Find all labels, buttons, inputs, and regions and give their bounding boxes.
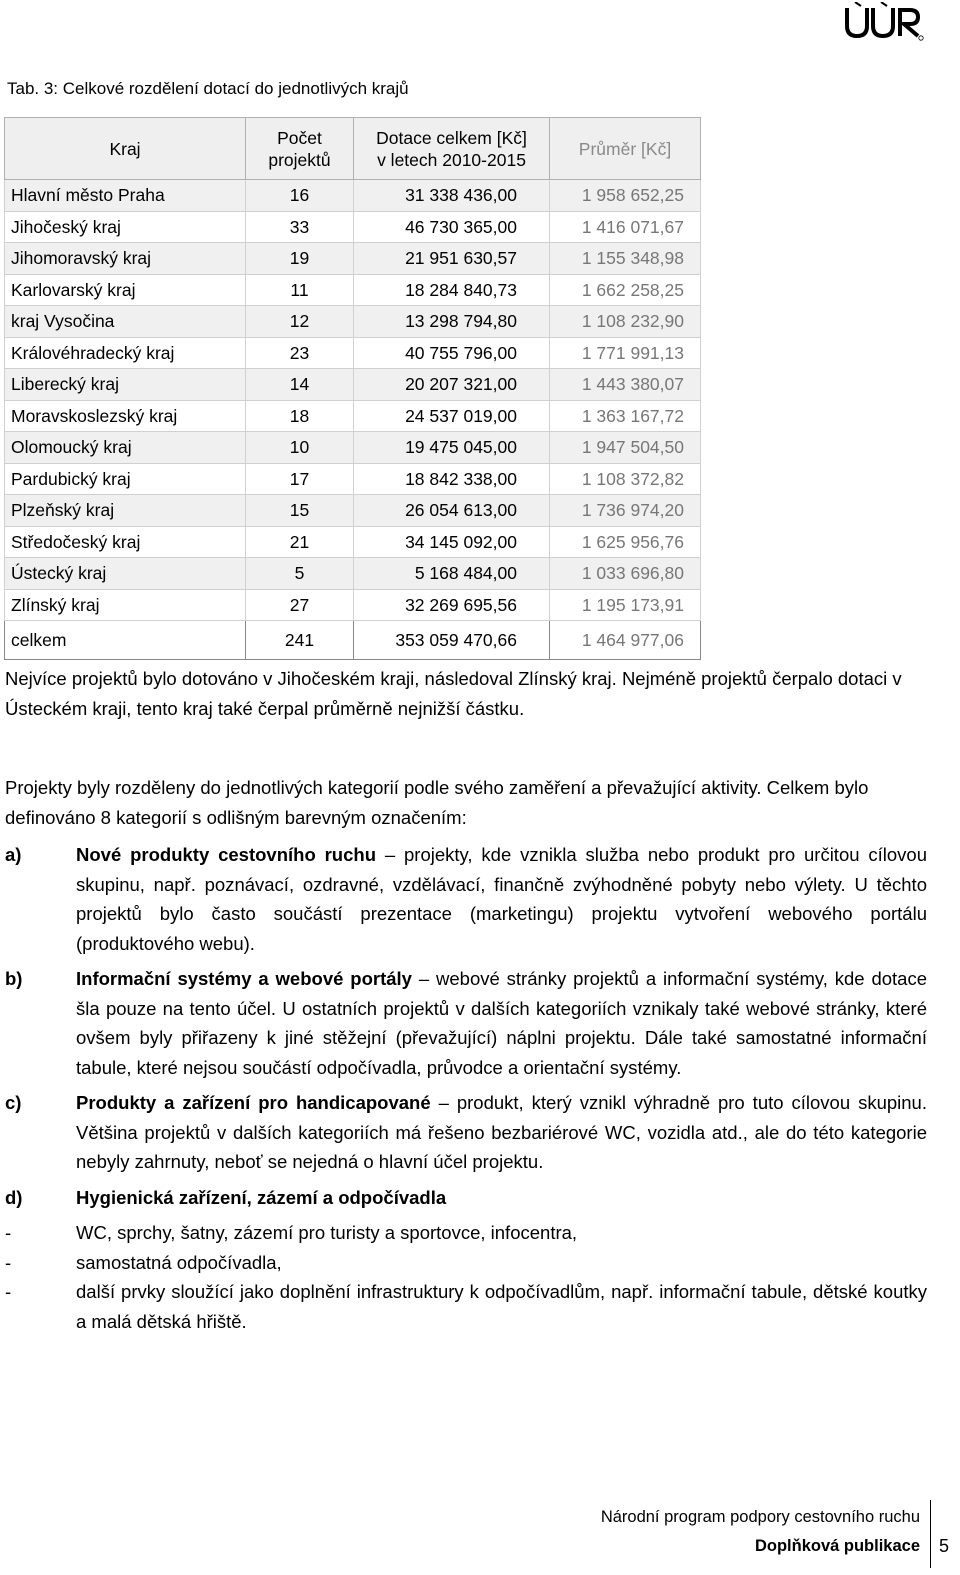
dash-marker: -	[5, 1281, 12, 1302]
table-row	[5, 306, 701, 338]
cell-average: 1 625 956,76	[550, 526, 701, 558]
cell-average: 1 771 991,13	[550, 337, 701, 369]
table-row	[5, 337, 701, 369]
header-count: Počet projektů	[246, 118, 354, 180]
category-item	[5, 1088, 927, 1177]
cell-total-region: celkem	[5, 621, 246, 660]
sub-list-text: samostatná odpočívadla,	[76, 1251, 282, 1273]
category-body	[76, 964, 927, 1082]
category-body	[76, 1088, 927, 1177]
uur-logo	[842, 2, 926, 42]
cell-average: 1 033 696,80	[550, 558, 701, 590]
cell-sum: 32 269 695,56	[354, 589, 550, 621]
category-body	[76, 1183, 927, 1213]
paragraph-categories-intro: Projekty byly rozděleny do jednotlivých kategorií podle svého zaměření a převažující aktivity. Celkem bylo definováno 8 kategorií s odlišným barevným označením:	[5, 777, 869, 828]
cell-region: Hlavní město Praha	[5, 180, 246, 212]
page-number: 5	[939, 1536, 950, 1556]
table-row	[5, 495, 701, 527]
dash-marker: -	[5, 1251, 12, 1273]
cell-count: 14	[246, 369, 354, 401]
cell-average: 1 108 232,90	[550, 306, 701, 338]
table-row	[5, 180, 701, 212]
table-row	[5, 211, 701, 243]
sub-list-item	[5, 1277, 927, 1336]
category-title: Nové produkty cestovního ruchu	[76, 844, 376, 865]
category-title: Informační systémy a webové portály	[76, 968, 412, 989]
cell-sum: 19 475 045,00	[354, 432, 550, 464]
header-average: Průměr [Kč]	[550, 118, 701, 180]
header-sum: Dotace celkem [Kč] v letech 2010-2015	[354, 118, 550, 180]
sub-list-text: další prvky sloužící jako doplnění infrastruktury k odpočívadlům, např. informační tabule, dětské koutky a malá dětská hřiště.	[76, 1281, 927, 1332]
table-row	[5, 526, 701, 558]
cell-region: Ústecký kraj	[5, 558, 246, 590]
category-item	[5, 840, 927, 958]
cell-count: 23	[246, 337, 354, 369]
cell-average: 1 155 348,98	[550, 243, 701, 275]
cell-sum: 31 338 436,00	[354, 180, 550, 212]
cell-count: 12	[246, 306, 354, 338]
cell-average: 1 195 173,91	[550, 589, 701, 621]
cell-average: 1 443 380,07	[550, 369, 701, 401]
table-row	[5, 243, 701, 275]
cell-region: Jihočeský kraj	[5, 211, 246, 243]
cell-region: Plzeňský kraj	[5, 495, 246, 527]
sub-list-item	[5, 1218, 927, 1248]
category-item	[5, 964, 927, 1082]
cell-sum: 26 054 613,00	[354, 495, 550, 527]
cell-average: 1 947 504,50	[550, 432, 701, 464]
cell-region: Pardubický kraj	[5, 463, 246, 495]
cell-average: 1 416 071,67	[550, 211, 701, 243]
cell-sum: 21 951 630,57	[354, 243, 550, 275]
dash-marker: -	[5, 1222, 12, 1243]
table-row	[5, 432, 701, 464]
category-text: – projekty, kde vznikla služba nebo produkt pro určitou cílovou skupinu, např. poznávací, ozdravné, vzdělávací, finančně zvýhodněné pobyty nebo výlety. U těchto projektů bylo často součástí prezentace (marketingu) projektu vytvoření webového portálu (produktového webu).	[76, 844, 927, 954]
category-marker: a)	[5, 844, 22, 865]
cell-sum: 13 298 794,80	[354, 306, 550, 338]
cell-count: 15	[246, 495, 354, 527]
paragraph-summary: Nejvíce projektů bylo dotováno v Jihočeském kraji, následoval Zlínský kraj. Nejméně projektů čerpalo dotaci v Ústeckém kraji, tento kraj také čerpal průměrně nejnižší částku.	[5, 668, 902, 719]
cell-count: 33	[246, 211, 354, 243]
cell-region: Liberecký kraj	[5, 369, 246, 401]
footer-publication: Doplňková publikace	[754, 1537, 920, 1555]
category-item	[5, 1183, 927, 1213]
cell-average: 1 108 372,82	[550, 463, 701, 495]
cell-sum: 18 284 840,73	[354, 274, 550, 306]
table-row	[5, 558, 701, 590]
table-row	[5, 589, 701, 621]
cell-region: Olomoucký kraj	[5, 432, 246, 464]
cell-region: Středočeský kraj	[5, 526, 246, 558]
category-title: Produkty a zařízení pro handicapované	[76, 1092, 431, 1113]
cell-average: 1 662 258,25	[550, 274, 701, 306]
subsidy-table	[4, 117, 701, 660]
cell-count: 19	[246, 243, 354, 275]
table-total-row	[5, 621, 701, 660]
cell-sum: 46 730 365,00	[354, 211, 550, 243]
table-row	[5, 463, 701, 495]
cell-region: Jihomoravský kraj	[5, 243, 246, 275]
category-marker: c)	[5, 1092, 22, 1113]
table-row	[5, 400, 701, 432]
category-body	[76, 840, 927, 958]
cell-average: 1 736 974,20	[550, 495, 701, 527]
cell-sum: 34 145 092,00	[354, 526, 550, 558]
cell-total-average: 1 464 977,06	[550, 621, 701, 660]
cell-count: 18	[246, 400, 354, 432]
category-text: – webové stránky projektů a informační systémy, kde dotace šla pouze na tento účel. U ostatních projektů v dalších kategoriích vznikaly také webové stránky, které ovšem byly přiřazeny k jiné stěžejní (převažující) náplni projektu. Dále také samostatné informační tabule, které nejsou součástí odpočívadla, průvodce a orientační systémy.	[76, 968, 927, 1078]
cell-sum: 18 842 338,00	[354, 463, 550, 495]
cell-total-sum: 353 059 470,66	[354, 621, 550, 660]
cell-count: 5	[246, 558, 354, 590]
cell-sum: 24 537 019,00	[354, 400, 550, 432]
category-text: – produkt, který vznikl výhradně pro tuto cílovou skupinu. Většina projektů v dalších kategoriích má řešeno bezbariérové WC, vozidla atd., ale do této kategorie nebyly zahrnuty, neboť se nejedná o hlavní účel projektu.	[76, 1092, 927, 1172]
cell-count: 21	[246, 526, 354, 558]
cell-region: kraj Vysočina	[5, 306, 246, 338]
cell-count: 11	[246, 274, 354, 306]
cell-count: 16	[246, 180, 354, 212]
cell-average: 1 958 652,25	[550, 180, 701, 212]
header-region: Kraj	[5, 118, 246, 180]
cell-sum: 5 168 484,00	[354, 558, 550, 590]
cell-average: 1 363 167,72	[550, 400, 701, 432]
cell-count: 27	[246, 589, 354, 621]
footer-divider	[930, 1500, 931, 1568]
category-marker: d)	[5, 1186, 23, 1208]
sub-list-text: WC, sprchy, šatny, zázemí pro turisty a sportovce, infocentra,	[76, 1222, 578, 1243]
category-title: Hygienická zařízení, zázemí a odpočívadla	[76, 1186, 447, 1208]
cell-total-count: 241	[246, 621, 354, 660]
table-row	[5, 369, 701, 401]
category-marker: b)	[5, 968, 23, 989]
footer-program: Národní program podpory cestovního ruchu	[600, 1508, 920, 1526]
cell-region: Královéhradecký kraj	[5, 337, 246, 369]
cell-count: 17	[246, 463, 354, 495]
table-row	[5, 274, 701, 306]
category-list	[5, 840, 927, 1336]
cell-region: Zlínský kraj	[5, 589, 246, 621]
table-header-row	[5, 118, 701, 180]
cell-count: 10	[246, 432, 354, 464]
cell-sum: 40 755 796,00	[354, 337, 550, 369]
sub-list-item	[5, 1248, 927, 1278]
cell-region: Moravskoslezský kraj	[5, 400, 246, 432]
cell-sum: 20 207 321,00	[354, 369, 550, 401]
table-caption: Tab. 3: Celkové rozdělení dotací do jednotlivých krajů	[7, 79, 409, 98]
cell-region: Karlovarský kraj	[5, 274, 246, 306]
